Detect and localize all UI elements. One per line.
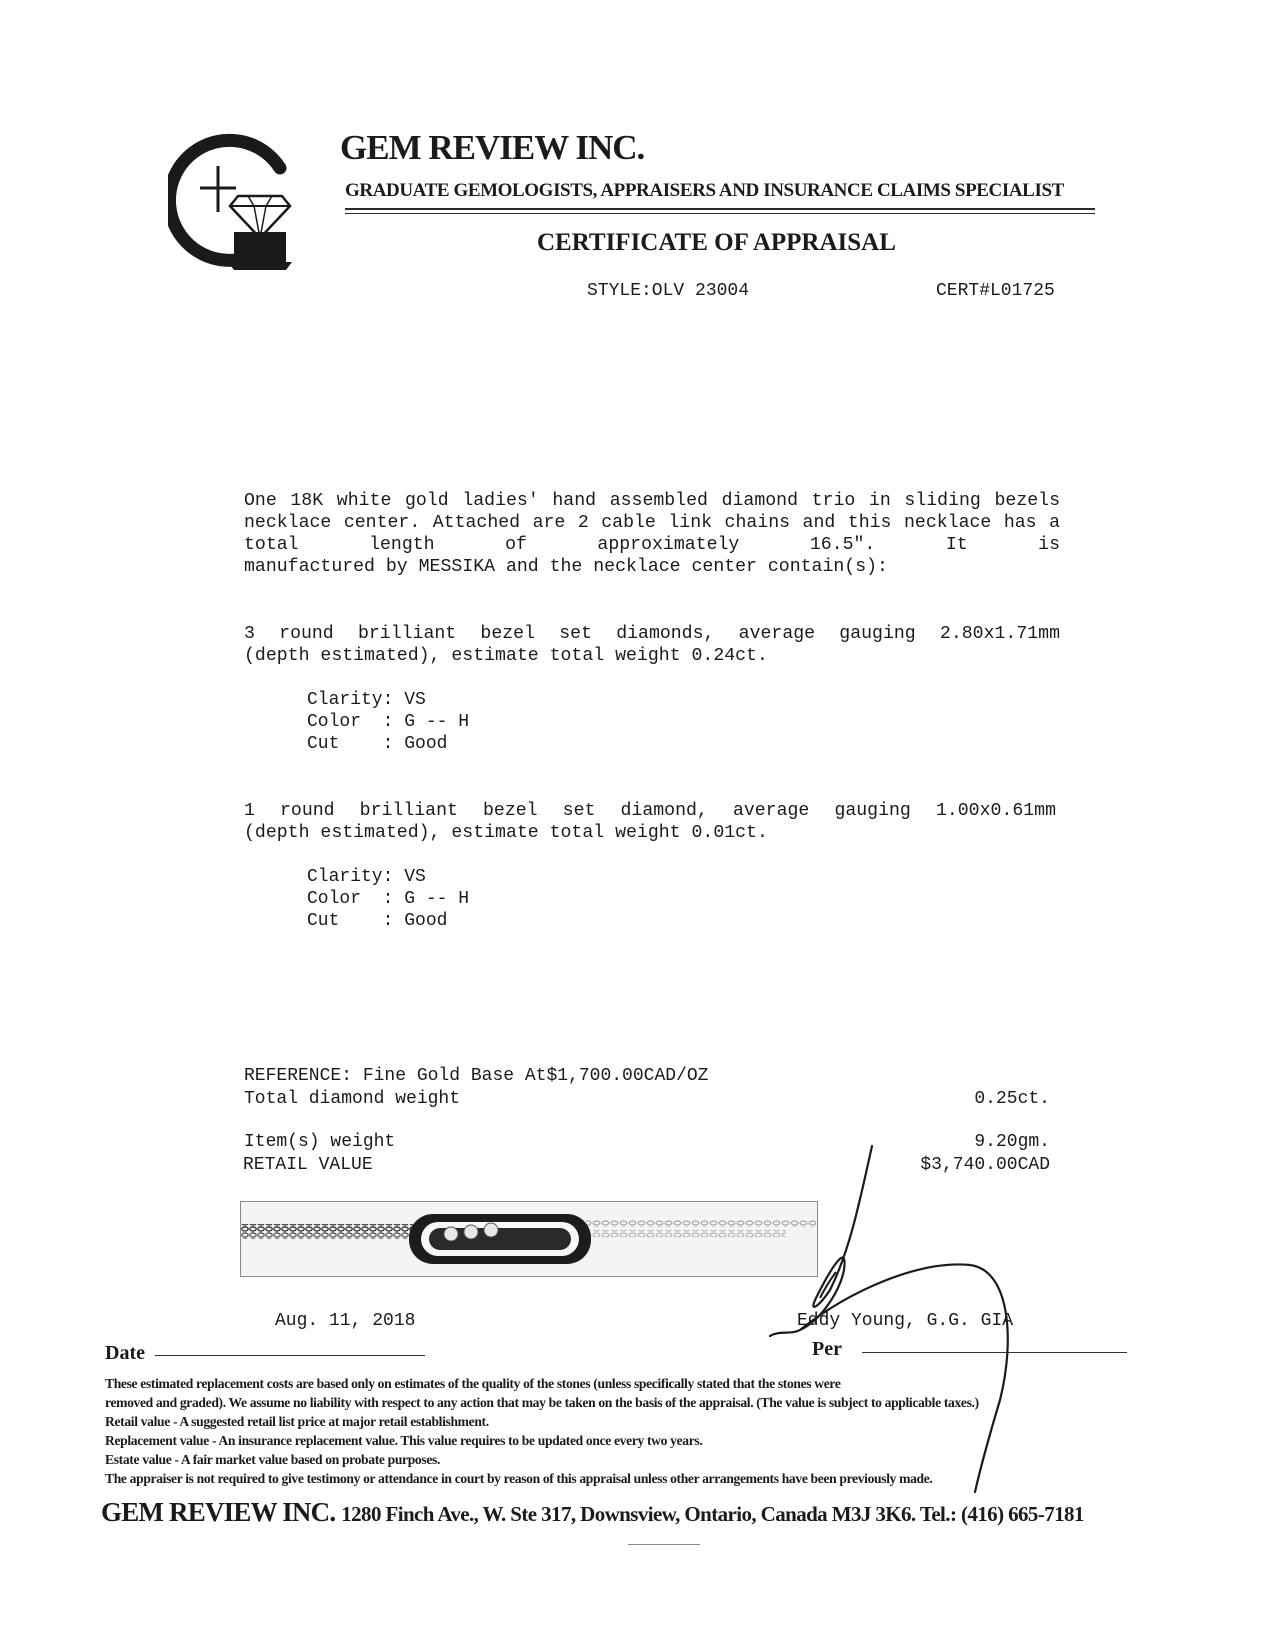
stone-cut: Cut : Good — [307, 734, 448, 754]
appraisal-date: Aug. 11, 2018 — [275, 1311, 416, 1331]
item-weight-label: Item(s) weight — [244, 1132, 396, 1152]
company-tagline: GRADUATE GEMOLOGISTS, APPRAISERS AND INSURANCE CLAIMS SPECIALIST — [345, 180, 1064, 201]
style-number: STYLE:OLV 23004 — [587, 281, 750, 301]
stone-line: 1 round brilliant bezel set diamond, average gauging 1.00x0.61mm — [244, 801, 1056, 821]
description-line: One 18K white gold ladies' hand assembled diamond trio in sliding — [244, 491, 981, 511]
header-rule — [345, 208, 1095, 210]
description-line: manufactured by MESSIKA and the necklace center contain(s): — [244, 557, 888, 577]
disclaimer-line: The appraiser is not required to give testimony or attendance in court by reason of this appraisal unless other arrangements have been previously made. — [105, 1471, 933, 1486]
stone-clarity: Clarity: VS — [307, 690, 426, 710]
disclaimer-line: Replacement value - An insurance replacement value. This value requires to be updated once every two years. — [105, 1433, 703, 1448]
total-diamond-weight-value: 0.25ct. — [974, 1089, 1050, 1109]
header-rule — [345, 213, 1095, 214]
retail-value: $3,740.00CAD — [920, 1155, 1050, 1175]
footer-address: 1280 Finch Ave., W. Ste 317, Downsview, Ontario, Canada M3J 3K6. Tel.: (416) 665-7181 — [341, 1502, 1084, 1526]
date-label: Date — [105, 1342, 145, 1364]
stone-group-description — [244, 800, 1056, 844]
footer — [101, 1497, 1084, 1528]
disclaimer-line: Retail value - A suggested retail list price at major retail establishment. — [105, 1414, 489, 1429]
disclaimer-line: These estimated replacement costs are based only on estimates of the quality of the stones (unless specifically stated that the stones were — [105, 1376, 841, 1391]
footer-company: GEM REVIEW INC. — [101, 1497, 336, 1527]
certificate-title: CERTIFICATE OF APPRAISAL — [537, 229, 896, 256]
necklace-image — [241, 1202, 817, 1276]
date-line — [155, 1355, 425, 1356]
description-line: bezels necklace center. Attached are 2 cable link chains and this — [244, 491, 1060, 533]
stone-line: (depth estimated), estimate total weight 0.24ct. — [244, 646, 768, 666]
disclaimer-line: Estate value - A fair market value based on probate purposes. — [105, 1452, 440, 1467]
stone-color: Color : G -- H — [307, 712, 470, 732]
item-description — [244, 490, 1060, 578]
description-line: necklace has a total length of approximately 16.5". It is — [244, 513, 1061, 555]
stone-line: 3 round brilliant bezel set diamonds, average gauging 2.80x1.71mm — [244, 624, 1060, 644]
cert-number: CERT#L01725 — [936, 281, 1055, 301]
per-label: Per — [812, 1338, 842, 1360]
item-photo — [240, 1201, 818, 1277]
stone-group-description — [244, 623, 1060, 667]
signature-mark — [760, 1140, 1020, 1500]
stone-cut: Cut : Good — [307, 911, 448, 931]
stone-line: (depth estimated), estimate total weight 0.01ct. — [244, 823, 768, 843]
stone-color: Color : G -- H — [307, 889, 470, 909]
total-diamond-weight-label: Total diamond weight — [244, 1089, 461, 1109]
retail-value-label: RETAIL VALUE — [243, 1155, 373, 1175]
disclaimer-line: removed and graded). We assume no liability with respect to any action that may be taken on the basis of the appraisal. (The value is subject to applicable taxes.) — [105, 1395, 979, 1410]
appraiser-name: Eddy Young, G.G. GIA — [797, 1311, 1014, 1331]
stone-clarity: Clarity: VS — [307, 867, 426, 887]
company-logo — [168, 126, 298, 276]
footer-rule — [628, 1544, 700, 1545]
company-name: GEM REVIEW INC. — [340, 128, 645, 167]
item-weight-value: 9.20gm. — [974, 1132, 1050, 1152]
gold-base-reference: REFERENCE: Fine Gold Base At$1,700.00CAD/OZ — [244, 1066, 709, 1086]
